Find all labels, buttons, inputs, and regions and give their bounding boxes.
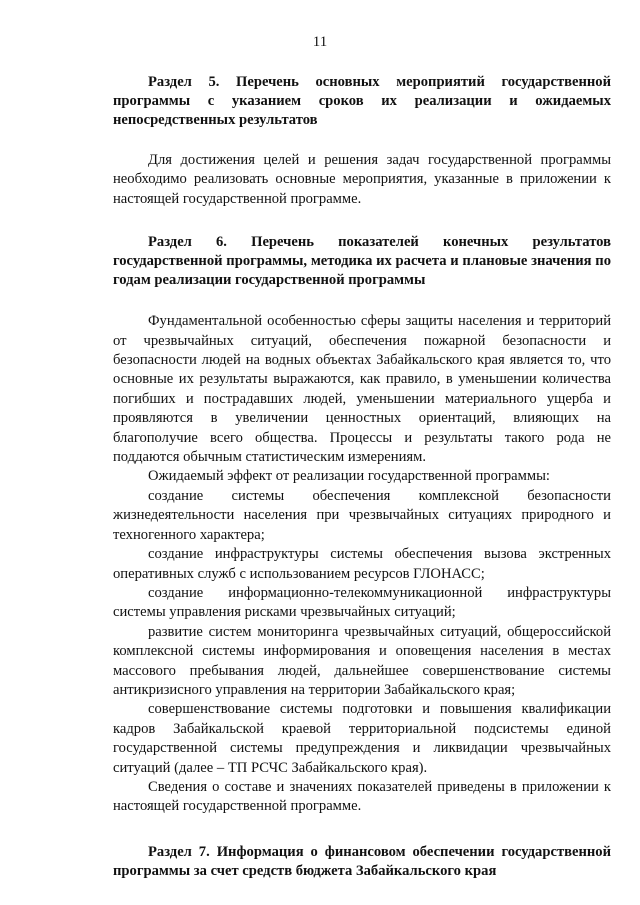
page-content [113, 73, 611, 881]
section-6-paragraph-reference: Сведения о составе и значениях показателей приведены в приложении к настоящей государственной программе. [113, 778, 611, 815]
page-number: 11 [312, 34, 328, 50]
section-6-paragraph-effect: Ожидаемый эффект от реализации государственной программы: [148, 468, 550, 485]
section-6-list-item: развитие систем мониторинга чрезвычайных ситуаций, общероссийской комплексной системы информирования и оповещения населения в местах массового пребывания людей, дальнейшее совершенствование системы антикризисного управления на территории Забайкальского края; [113, 623, 611, 698]
section-6-list-item: создание системы обеспечения комплексной безопасности жизнедеятельности населения при чрезвычайных ситуациях природного и техногенного характера; [113, 487, 611, 543]
section-6-paragraph-intro: Фундаментальной особенностью сферы защиты населения и территорий от чрезвычайных ситуаций, обеспечения пожарной безопасности и безопасности людей на водных объектах Забайкальского края является то, что основные их результаты выражаются, как правило, в уменьшении количества погибших и пострадавших людей, уменьшении материального ущерба и проявляются в увеличении ценностных ориентаций, влияющих на благополучие всего общества. Процессы и результаты такого рода не поддаются обычным статистическим измерениям. [113, 313, 611, 466]
section-5-heading: Раздел 5. Перечень основных мероприятий государственной программы с указанием сроков их реализации и ожидаемых непосредственных результатов [113, 74, 611, 128]
section-6-heading: Раздел 6. Перечень показателей конечных результатов государственной программы, методика их расчета и плановые значения по годам реализации государственной программы [113, 234, 611, 289]
section-6-list-item: создание информационно-телекоммуникационной инфраструктуры системы управления рисками чрезвычайных ситуаций; [113, 584, 611, 621]
section-5-paragraph: Для достижения целей и решения задач государственной программы необходимо реализовать основные мероприятия, указанные в приложении к настоящей государственной программе. [113, 152, 611, 207]
section-6-list-item: совершенствование системы подготовки и повышения квалификации кадров Забайкальской краевой территориальной подсистемы единой государственной системы предупреждения и ликвидации чрезвычайных ситуаций (далее – ТП РСЧС Забайкальского края). [113, 701, 611, 776]
section-7-heading: Раздел 7. Информация о финансовом обеспечении государственной программы за счет средств бюджета Забайкальского края [113, 843, 611, 879]
section-6-list-item: создание инфраструктуры системы обеспечения вызова экстренных оперативных служб с использованием ресурсов ГЛОНАСС; [113, 546, 611, 582]
